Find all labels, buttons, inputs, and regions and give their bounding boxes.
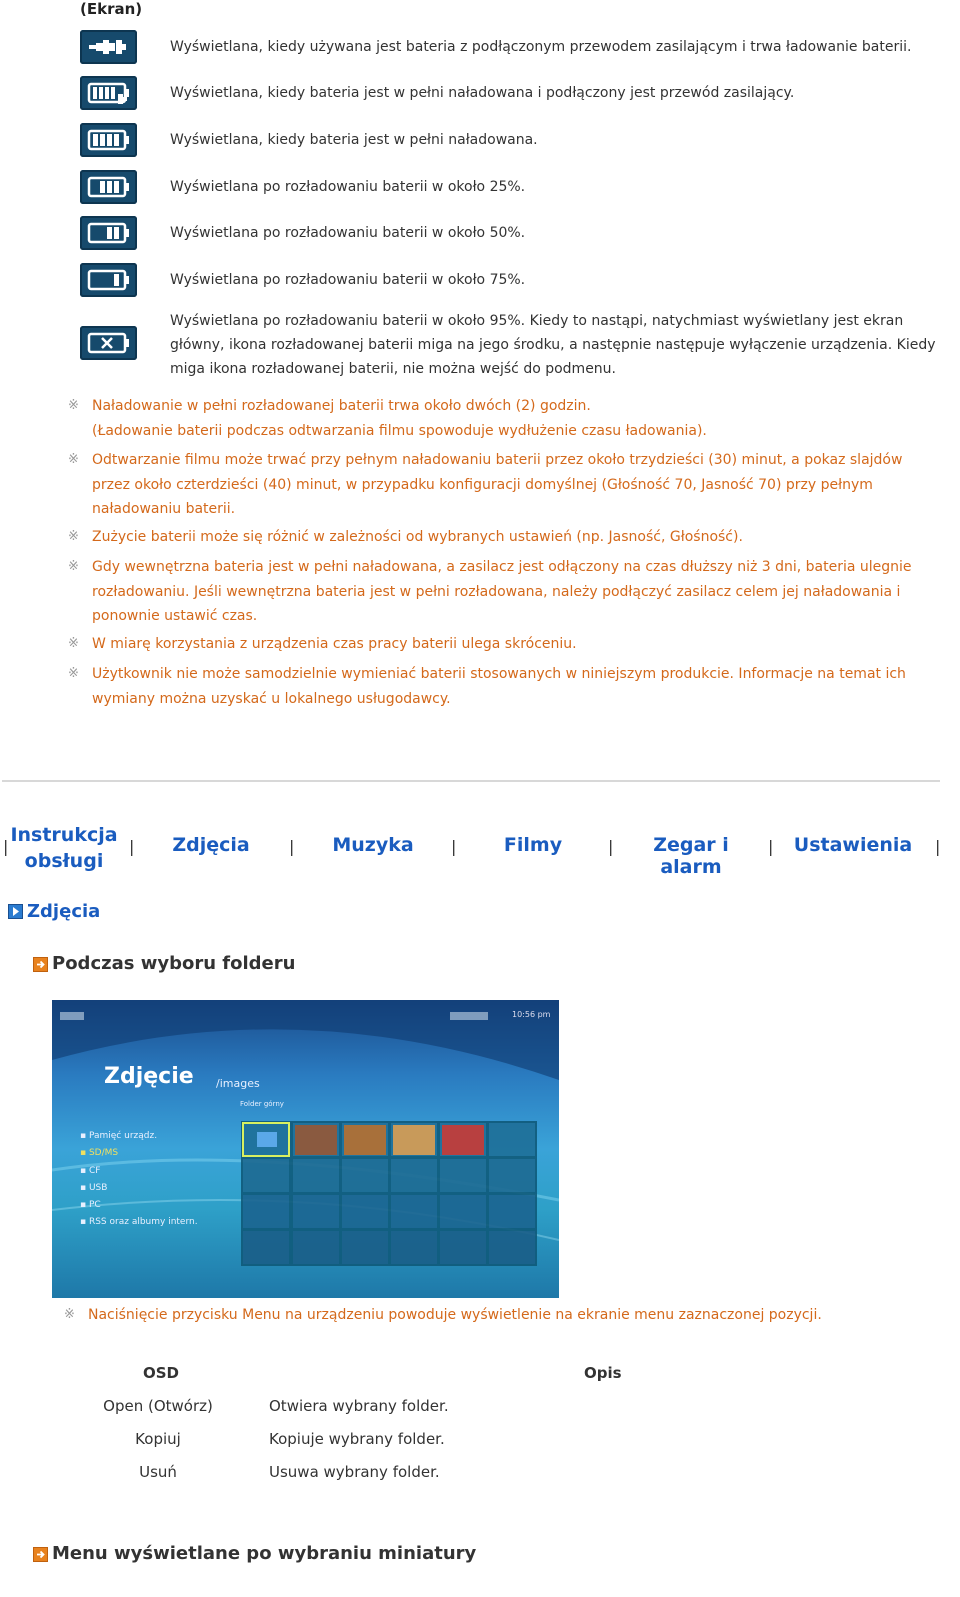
section-divider	[2, 780, 940, 782]
nav-link-filmy[interactable]: Filmy	[503, 834, 563, 856]
battery-description: Wyświetlana, kiedy bateria jest w pełni naładowana i podłączony jest przewód zasilający.	[170, 85, 795, 101]
osd-cell: Usuń	[139, 1463, 177, 1481]
battery-full-plugged-icon	[80, 76, 137, 110]
device-menu	[80, 1128, 198, 1232]
note-text: Zużycie baterii może się różnić w zależności od wybranych ustawień (np. Jasność, Głośność).	[92, 529, 743, 545]
osd-cell: Open (Otwórz)	[103, 1397, 213, 1415]
nav-separator: |	[608, 837, 614, 856]
menu-item-label: SD/MS	[88, 1148, 119, 1159]
nav-separator: |	[289, 837, 295, 856]
note-text: Naładowanie w pełni rozładowanej baterii trwa około dwóch (2) godzin. (Ładowanie baterii podczas odtwarzania filmu spowoduje wydłużenie czasu ładowania).	[92, 398, 707, 439]
device-screen-path: /images	[216, 1077, 260, 1090]
battery-75-icon	[80, 170, 137, 204]
nav-separator: |	[935, 837, 941, 856]
bottom-section-title: Menu wyświetlane po wybraniu miniatury	[52, 1543, 477, 1564]
menu-item: ▪ SD/MS	[80, 1148, 119, 1159]
menu-item-label: RSS oraz albumy intern.	[88, 1217, 198, 1228]
osd-cell: Kopiuj	[135, 1430, 181, 1448]
battery-25-icon	[80, 263, 137, 297]
note-text: Użytkownik nie może samodzielnie wymieniać baterii stosowanych w niniejszym produkcie. Informacje na temat ich wymiany można uzyskać u lokalnego usługodawcy.	[92, 666, 906, 707]
status-time: 10:56 pm	[512, 1010, 551, 1019]
nav-link-zdjecia[interactable]: Zdjęcia	[172, 834, 250, 856]
section-title: Zdjęcia	[27, 901, 101, 922]
note-mark-icon: ※	[64, 1307, 75, 1322]
note-mark-icon: ※	[68, 559, 79, 574]
menu-item: ▪ USB	[80, 1182, 108, 1193]
menu-item: ▪ Pamięć urządz.	[80, 1131, 158, 1141]
note-text: Odtwarzanie filmu może trwać przy pełnym naładowaniu baterii przez około trzydzieści (30) minut, a pokaz slajdów przez około czterdzieści (40) minut, w przypadku konfiguracji domyślnej (Głośność 70, Jasność 70) przy pełnym naładowaniu baterii.	[92, 452, 903, 517]
note-text: W miarę korzystania z urządzenia czas pracy baterii ulega skróceniu.	[92, 636, 577, 652]
desc-header: Opis	[584, 1364, 622, 1382]
menu-item-label: Pamięć urządz.	[88, 1131, 158, 1141]
battery-full-icon	[80, 123, 137, 157]
play-arrow-icon	[8, 904, 23, 919]
nav-separator: |	[129, 837, 135, 856]
device-screen-title: Zdjęcie	[104, 1064, 194, 1089]
battery-description: Wyświetlana po rozładowaniu baterii w około 95%. Kiedy to nastąpi, natychmiast wyświetlany jest ekran główny, ikona rozładowanej baterii miga na jego środku, a następnie następuje wyłączenie urządzenia. Kiedy miga ikona rozładowanej baterii, nie można wejść do podmenu.	[170, 313, 936, 377]
note-mark-icon: ※	[68, 666, 79, 681]
nav-link-muzyka[interactable]: Muzyka	[332, 834, 414, 856]
folder-label: Folder górny	[240, 1100, 284, 1108]
nav-link-zegar[interactable]: Zegar i alarm	[653, 834, 729, 878]
subsection-title: Podczas wyboru folderu	[52, 953, 296, 974]
nav-link-instrukcja[interactable]: Instrukcja obsługi	[10, 824, 118, 872]
battery-description: Wyświetlana po rozładowaniu baterii w około 50%.	[170, 225, 526, 241]
nav-separator: |	[768, 837, 774, 856]
desc-cell: Kopiuje wybrany folder.	[269, 1430, 445, 1448]
nav-separator: |	[451, 837, 457, 856]
desc-cell: Usuwa wybrany folder.	[269, 1463, 440, 1481]
note-mark-icon: ※	[68, 636, 79, 651]
note-text: Gdy wewnętrzna bateria jest w pełni naładowana, a zasilacz jest odłączony na czas dłuższy niż 3 dni, bateria ulegnie rozładowaniu. Jeśli wewnętrzna bateria jest w pełni rozładowana, należy podłączyć zasilacz celem jej naładowania i ponownie ustawić czas.	[92, 559, 912, 624]
arrow-right-icon	[33, 1547, 48, 1562]
menu-item: ▪ RSS oraz albumy intern.	[80, 1217, 198, 1228]
screen-header: (Ekran)	[80, 0, 143, 18]
battery-50-icon	[80, 216, 137, 250]
top-nav	[0, 820, 960, 880]
nav-separator: |	[3, 837, 9, 856]
battery-description: Wyświetlana po rozładowaniu baterii w około 25%.	[170, 179, 526, 195]
battery-description: Wyświetlana po rozładowaniu baterii w około 75%.	[170, 272, 526, 288]
battery-charging-plug-icon	[80, 30, 137, 64]
menu-item: ▪ CF	[80, 1165, 101, 1176]
nav-link-ustawienia[interactable]: Ustawienia	[793, 834, 913, 856]
menu-item-label: USB	[88, 1182, 108, 1193]
note-mark-icon: ※	[68, 398, 79, 413]
note-mark-icon: ※	[68, 452, 79, 467]
menu-item-label: PC	[88, 1200, 101, 1211]
menu-item-label: CF	[88, 1165, 101, 1176]
osd-header: OSD	[143, 1364, 180, 1382]
desc-cell: Otwiera wybrany folder.	[269, 1397, 449, 1415]
device-screenshot	[52, 1000, 559, 1298]
menu-item: ▪ PC	[80, 1200, 101, 1211]
note-mark-icon: ※	[68, 529, 79, 544]
arrow-right-icon	[33, 957, 48, 972]
battery-description: Wyświetlana, kiedy używana jest bateria z podłączonym przewodem zasilającym i trwa ładowanie baterii.	[170, 39, 912, 55]
battery-empty-icon	[80, 326, 137, 360]
note-text: Naciśnięcie przycisku Menu na urządzeniu powoduje wyświetlenie na ekranie menu zaznaczonej pozycji.	[88, 1307, 822, 1323]
battery-description: Wyświetlana, kiedy bateria jest w pełni naładowana.	[170, 132, 538, 148]
